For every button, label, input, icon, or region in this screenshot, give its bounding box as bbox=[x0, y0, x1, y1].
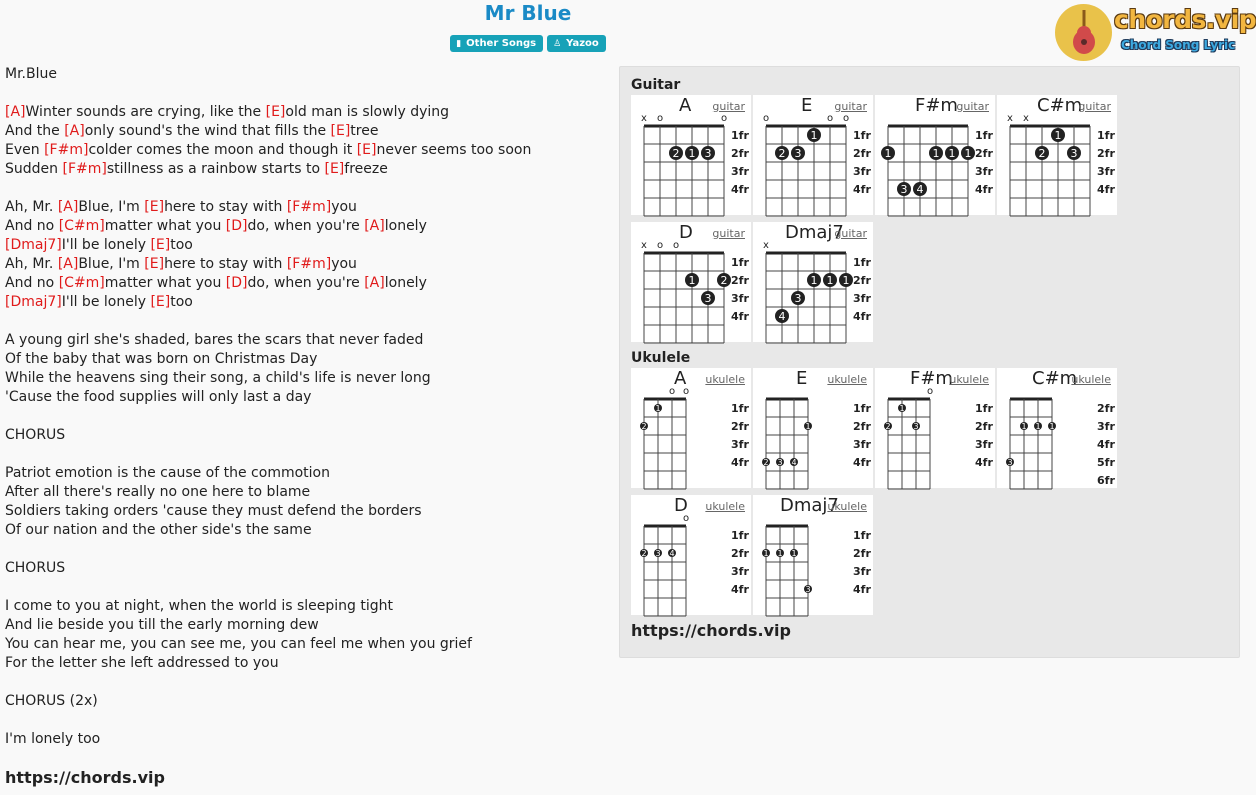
fret-label: 5fr bbox=[1097, 456, 1115, 469]
open-string-mark: o bbox=[683, 386, 690, 397]
lyric-line bbox=[5, 198, 615, 217]
fret-label: 1fr bbox=[853, 129, 871, 142]
ukulele-chord-card[interactable] bbox=[631, 368, 751, 488]
guitar-chord-card[interactable] bbox=[997, 95, 1117, 215]
logo-brand: chords.vip bbox=[1114, 5, 1256, 34]
guitar-chord-card[interactable] bbox=[753, 95, 873, 215]
fret-label: 4fr bbox=[731, 583, 749, 596]
lyric-text: Even bbox=[5, 142, 45, 158]
lyric-text: only sound's the wind that fills the bbox=[84, 123, 331, 139]
finger-number: 1 bbox=[777, 549, 783, 558]
open-string-mark: o bbox=[721, 113, 728, 124]
guitar-heading: Guitar bbox=[631, 77, 681, 93]
lyric-text: Of our nation and the other side's the same bbox=[5, 522, 312, 538]
lyric-text: Mr.Blue bbox=[5, 66, 57, 82]
lyric-line bbox=[5, 103, 615, 122]
lyric-text: too bbox=[170, 237, 193, 253]
finger-number: 2 bbox=[763, 458, 769, 467]
fret-label: 4fr bbox=[731, 456, 749, 469]
lyric-line bbox=[5, 559, 615, 578]
finger-number: 3 bbox=[655, 549, 661, 558]
chord-diagram-panel bbox=[619, 66, 1240, 658]
finger-number: 3 bbox=[1007, 458, 1013, 467]
finger-number: 1 bbox=[884, 147, 892, 160]
lyric-text: do, when you're bbox=[247, 218, 365, 234]
finger-number: 1 bbox=[826, 274, 834, 287]
chord-link[interactable]: [A] bbox=[364, 218, 385, 234]
lyric-text: I'll be lonely bbox=[61, 294, 151, 310]
lyric-text: never seems too soon bbox=[376, 142, 532, 158]
lyric-text: stillness as a rainbow starts to bbox=[106, 161, 325, 177]
category-badge[interactable] bbox=[450, 35, 543, 52]
lyric-text: Blue, I'm bbox=[78, 199, 145, 215]
chord-link[interactable]: [E] bbox=[356, 142, 377, 158]
fret-label: 3fr bbox=[975, 165, 993, 178]
lyric-text: Ah, Mr. bbox=[5, 199, 58, 215]
finger-number: 4 bbox=[791, 458, 797, 467]
finger-number: 4 bbox=[778, 310, 786, 323]
ukulele-fretboard bbox=[631, 495, 751, 615]
guitar-type-link[interactable]: guitar bbox=[834, 227, 867, 240]
fret-label: 4fr bbox=[975, 456, 993, 469]
chord-name: E bbox=[801, 95, 813, 116]
finger-number: 3 bbox=[794, 147, 802, 160]
lyric-text: CHORUS bbox=[5, 560, 66, 576]
fret-label: 4fr bbox=[1097, 438, 1115, 451]
footer-site-link[interactable]: https://chords.vip bbox=[5, 768, 165, 787]
chord-link[interactable]: [A] bbox=[5, 104, 26, 120]
lyric-text: do, when you're bbox=[247, 275, 365, 291]
lyric-line bbox=[5, 521, 615, 540]
lyric-line bbox=[5, 483, 615, 502]
finger-number: 3 bbox=[900, 183, 908, 196]
fret-label: 2fr bbox=[975, 147, 993, 160]
book-icon: ▮ bbox=[456, 38, 462, 49]
muted-string-mark: x bbox=[763, 240, 769, 251]
lyric-line bbox=[5, 274, 615, 293]
lyric-text: And lie beside you till the early morning dew bbox=[5, 617, 319, 633]
chord-link[interactable]: [F#m] bbox=[286, 199, 332, 215]
ukulele-type-link[interactable]: ukulele bbox=[1071, 373, 1111, 386]
finger-number: 3 bbox=[805, 585, 811, 594]
lyric-text: Sudden bbox=[5, 161, 63, 177]
lyric-line bbox=[5, 597, 615, 616]
ukulele-type-link[interactable]: ukulele bbox=[705, 500, 745, 513]
lyric-text: Ah, Mr. bbox=[5, 256, 58, 272]
lyric-text: Of the baby that was born on Christmas Day bbox=[5, 351, 318, 367]
lyrics-block bbox=[5, 65, 615, 787]
lyric-text: You can hear me, you can see me, you can feel me when you grief bbox=[5, 636, 472, 652]
lyric-blank-line bbox=[5, 407, 615, 426]
chord-name: D bbox=[674, 495, 688, 516]
lyric-text: matter what you bbox=[104, 275, 226, 291]
open-string-mark: o bbox=[673, 240, 680, 251]
chord-link[interactable]: [A] bbox=[57, 199, 79, 215]
lyric-line bbox=[5, 635, 615, 654]
lyric-line bbox=[5, 65, 615, 84]
guitar-chord-card[interactable] bbox=[631, 222, 751, 342]
guitar-logo-icon bbox=[1055, 4, 1112, 61]
finger-number: 2 bbox=[641, 422, 647, 431]
lyric-line bbox=[5, 369, 615, 388]
fret-label: 2fr bbox=[975, 420, 993, 433]
lyric-text: I'm lonely too bbox=[5, 731, 101, 747]
open-string-mark: o bbox=[683, 513, 690, 524]
lyric-line bbox=[5, 122, 615, 141]
open-string-mark: o bbox=[827, 113, 834, 124]
open-string-mark: o bbox=[669, 386, 676, 397]
chord-name: F#m bbox=[915, 95, 958, 116]
lyric-text: too bbox=[170, 294, 193, 310]
lyric-text: After all there's really no one here to blame bbox=[5, 484, 311, 500]
open-string-mark: o bbox=[657, 113, 664, 124]
finger-number: 1 bbox=[842, 274, 850, 287]
fret-label: 2fr bbox=[731, 147, 749, 160]
lyric-text: lonely bbox=[384, 218, 427, 234]
lyric-text: old man is slowly dying bbox=[285, 104, 450, 120]
finger-number: 1 bbox=[1035, 422, 1041, 431]
lyric-line bbox=[5, 692, 615, 711]
fret-label: 3fr bbox=[731, 292, 749, 305]
finger-number: 1 bbox=[964, 147, 972, 160]
finger-number: 3 bbox=[704, 292, 712, 305]
chord-link[interactable]: [E] bbox=[144, 256, 165, 272]
chord-link[interactable]: [A] bbox=[64, 123, 85, 139]
lyric-blank-line bbox=[5, 84, 615, 103]
chord-link[interactable]: [D] bbox=[225, 218, 248, 234]
finger-number: 3 bbox=[777, 458, 783, 467]
lyric-line bbox=[5, 293, 615, 312]
fret-label: 4fr bbox=[853, 310, 871, 323]
chord-name: C#m bbox=[1032, 368, 1078, 389]
lyric-text: Blue, I'm bbox=[78, 256, 145, 272]
chord-link[interactable]: [A] bbox=[57, 256, 79, 272]
lyric-text: A young girl she's shaded, bares the scars that never faded bbox=[5, 332, 424, 348]
ukulele-chord-card[interactable] bbox=[997, 368, 1117, 488]
finger-number: 1 bbox=[1049, 422, 1055, 431]
lyric-text: And no bbox=[5, 275, 59, 291]
ukulele-fretboard bbox=[631, 368, 751, 488]
lyric-text: Winter sounds are crying, like the bbox=[25, 104, 266, 120]
lyric-line bbox=[5, 141, 615, 160]
lyric-line bbox=[5, 331, 615, 350]
chord-link[interactable]: [C#m] bbox=[58, 218, 105, 234]
lyric-blank-line bbox=[5, 179, 615, 198]
muted-string-mark: x bbox=[641, 240, 647, 251]
finger-number: 1 bbox=[763, 549, 769, 558]
lyric-line bbox=[5, 236, 615, 255]
open-string-mark: o bbox=[843, 113, 850, 124]
fret-label: 3fr bbox=[731, 565, 749, 578]
fret-label: 1fr bbox=[975, 402, 993, 415]
ukulele-heading: Ukulele bbox=[631, 350, 691, 366]
chord-link[interactable]: [E] bbox=[150, 237, 171, 253]
finger-number: 1 bbox=[805, 422, 811, 431]
fret-label: 2fr bbox=[1097, 402, 1115, 415]
chord-link[interactable]: [F#m] bbox=[44, 142, 89, 158]
fret-label: 3fr bbox=[853, 565, 871, 578]
finger-number: 3 bbox=[704, 147, 712, 160]
fret-label: 3fr bbox=[731, 165, 749, 178]
lyric-text: And the bbox=[5, 123, 65, 139]
chord-link[interactable]: [E] bbox=[150, 294, 171, 310]
fret-label: 2fr bbox=[853, 420, 871, 433]
fret-label: 1fr bbox=[853, 402, 871, 415]
fret-label: 3fr bbox=[1097, 165, 1115, 178]
fret-label: 1fr bbox=[731, 129, 749, 142]
chord-link[interactable]: [E] bbox=[324, 161, 345, 177]
fret-label: 4fr bbox=[731, 310, 749, 323]
finger-number: 2 bbox=[778, 147, 786, 160]
open-string-mark: o bbox=[927, 386, 934, 397]
lyric-blank-line bbox=[5, 578, 615, 597]
guitar-type-link[interactable]: guitar bbox=[712, 100, 745, 113]
lyric-line bbox=[5, 464, 615, 483]
guitar-type-link[interactable]: guitar bbox=[956, 100, 989, 113]
lyric-blank-line bbox=[5, 540, 615, 559]
fret-label: 4fr bbox=[975, 183, 993, 196]
lyric-blank-line bbox=[5, 673, 615, 692]
lyric-text: you bbox=[331, 199, 357, 215]
finger-number: 1 bbox=[810, 274, 818, 287]
fret-label: 1fr bbox=[975, 129, 993, 142]
lyric-line bbox=[5, 502, 615, 521]
finger-number: 4 bbox=[916, 183, 924, 196]
ukulele-type-link[interactable]: ukulele bbox=[827, 373, 867, 386]
guitar-chord-card[interactable] bbox=[753, 222, 873, 342]
guitar-type-link[interactable]: guitar bbox=[1078, 100, 1111, 113]
chord-link[interactable]: [E] bbox=[144, 199, 165, 215]
open-string-mark: o bbox=[763, 113, 770, 124]
finger-number: 2 bbox=[720, 274, 728, 287]
fret-label: 1fr bbox=[731, 402, 749, 415]
fret-label: 3fr bbox=[853, 438, 871, 451]
finger-number: 3 bbox=[913, 422, 919, 431]
guitar-type-link[interactable]: guitar bbox=[712, 227, 745, 240]
lyric-line bbox=[5, 654, 615, 673]
fret-label: 3fr bbox=[975, 438, 993, 451]
chord-name: Dmaj7 bbox=[780, 495, 839, 516]
fret-label: 1fr bbox=[1097, 129, 1115, 142]
chord-name: E bbox=[796, 368, 808, 389]
finger-number: 1 bbox=[948, 147, 956, 160]
fret-label: 3fr bbox=[853, 292, 871, 305]
lyric-text: I'll be lonely bbox=[61, 237, 151, 253]
fret-label: 3fr bbox=[1097, 420, 1115, 433]
chord-name: A bbox=[674, 368, 687, 389]
user-icon: ♙ bbox=[553, 38, 562, 49]
badge-row bbox=[0, 35, 1056, 52]
fret-label: 4fr bbox=[1097, 183, 1115, 196]
chord-link[interactable]: [D] bbox=[225, 275, 248, 291]
finger-number: 2 bbox=[672, 147, 680, 160]
lyric-text: 'Cause the food supplies will only last a day bbox=[5, 389, 312, 405]
fret-label: 1fr bbox=[731, 529, 749, 542]
finger-number: 2 bbox=[885, 422, 891, 431]
lyric-text: And no bbox=[5, 218, 59, 234]
panel-site-link[interactable]: https://chords.vip bbox=[631, 621, 791, 640]
guitar-chord-card[interactable] bbox=[875, 95, 995, 215]
chord-name: Dmaj7 bbox=[785, 222, 844, 243]
chord-link[interactable]: [E] bbox=[330, 123, 351, 139]
lyric-line bbox=[5, 616, 615, 635]
lyric-blank-line bbox=[5, 312, 615, 331]
lyric-text: I come to you at night, when the world is sleeping tight bbox=[5, 598, 393, 614]
lyric-text: Patriot emotion is the cause of the commotion bbox=[5, 465, 330, 481]
finger-number: 2 bbox=[641, 549, 647, 558]
artist-badge-label: Yazoo bbox=[566, 38, 599, 49]
ukulele-chord-card[interactable] bbox=[875, 368, 995, 488]
chord-name: D bbox=[679, 222, 693, 243]
finger-number: 1 bbox=[688, 147, 696, 160]
lyric-text: matter what you bbox=[104, 218, 226, 234]
guitar-chord-card[interactable] bbox=[631, 95, 751, 215]
fret-label: 2fr bbox=[853, 274, 871, 287]
fret-label: 2fr bbox=[853, 147, 871, 160]
fret-label: 6fr bbox=[1097, 474, 1115, 487]
open-string-mark: o bbox=[657, 240, 664, 251]
lyric-blank-line bbox=[5, 711, 615, 730]
page-title: Mr Blue bbox=[484, 1, 572, 25]
finger-number: 4 bbox=[669, 549, 675, 558]
finger-number: 1 bbox=[810, 129, 818, 142]
finger-number: 2 bbox=[1038, 147, 1046, 160]
lyric-text: CHORUS bbox=[5, 427, 66, 443]
fret-label: 4fr bbox=[853, 583, 871, 596]
lyric-text: you bbox=[331, 256, 357, 272]
chord-name: F#m bbox=[910, 368, 953, 389]
ukulele-chord-card[interactable] bbox=[753, 495, 873, 615]
lyric-text: For the letter she left addressed to you bbox=[5, 655, 279, 671]
muted-string-mark: x bbox=[1023, 113, 1029, 124]
chord-link[interactable]: [F#m] bbox=[286, 256, 332, 272]
lyric-text: here to stay with bbox=[164, 199, 287, 215]
finger-number: 1 bbox=[688, 274, 696, 287]
chord-link[interactable]: [F#m] bbox=[62, 161, 107, 177]
chord-name: A bbox=[679, 95, 692, 116]
lyric-text: Soldiers taking orders 'cause they must defend the borders bbox=[5, 503, 422, 519]
artist-badge[interactable] bbox=[547, 35, 606, 52]
lyric-text: here to stay with bbox=[164, 256, 287, 272]
finger-number: 1 bbox=[899, 404, 905, 413]
fret-label: 2fr bbox=[731, 274, 749, 287]
ukulele-type-link[interactable]: ukulele bbox=[705, 373, 745, 386]
fret-label: 2fr bbox=[731, 547, 749, 560]
guitar-fretboard bbox=[753, 95, 873, 215]
fret-label: 4fr bbox=[853, 183, 871, 196]
lyric-line bbox=[5, 730, 615, 749]
finger-number: 3 bbox=[794, 292, 802, 305]
lyric-line bbox=[5, 388, 615, 407]
muted-string-mark: x bbox=[1007, 113, 1013, 124]
fret-label: 2fr bbox=[731, 420, 749, 433]
lyric-text: While the heavens sing their song, a child's life is never long bbox=[5, 370, 431, 386]
finger-number: 1 bbox=[655, 404, 661, 413]
ukulele-fretboard bbox=[753, 368, 873, 488]
lyric-blank-line bbox=[5, 445, 615, 464]
lyric-line bbox=[5, 160, 615, 179]
category-badge-label: Other Songs bbox=[466, 38, 537, 49]
lyric-line bbox=[5, 217, 615, 236]
chord-link[interactable]: [A] bbox=[364, 275, 385, 291]
lyric-line bbox=[5, 255, 615, 274]
finger-number: 1 bbox=[1054, 129, 1062, 142]
fret-label: 2fr bbox=[853, 547, 871, 560]
fret-label: 2fr bbox=[1097, 147, 1115, 160]
lyric-text: CHORUS (2x) bbox=[5, 693, 98, 709]
fret-label: 1fr bbox=[853, 256, 871, 269]
chord-link[interactable]: [C#m] bbox=[58, 275, 105, 291]
lyric-text: lonely bbox=[384, 275, 427, 291]
fret-label: 1fr bbox=[853, 529, 871, 542]
lyric-line bbox=[5, 350, 615, 369]
muted-string-mark: x bbox=[641, 113, 647, 124]
ukulele-chord-card[interactable] bbox=[631, 495, 751, 615]
guitar-type-link[interactable]: guitar bbox=[834, 100, 867, 113]
ukulele-type-link[interactable]: ukulele bbox=[827, 500, 867, 513]
site-logo[interactable] bbox=[1054, 2, 1256, 62]
fret-label: 3fr bbox=[853, 165, 871, 178]
fret-label: 4fr bbox=[853, 456, 871, 469]
fret-label: 3fr bbox=[731, 438, 749, 451]
chord-name: C#m bbox=[1037, 95, 1083, 116]
chord-link[interactable]: [E] bbox=[265, 104, 286, 120]
lyric-text: tree bbox=[350, 123, 379, 139]
lyric-text: freeze bbox=[344, 161, 388, 177]
ukulele-chord-card[interactable] bbox=[753, 368, 873, 488]
chord-link[interactable]: [Dmaj7] bbox=[5, 294, 62, 310]
finger-number: 3 bbox=[1070, 147, 1078, 160]
finger-number: 1 bbox=[1021, 422, 1027, 431]
lyric-line bbox=[5, 426, 615, 445]
lyric-text: colder comes the moon and though it bbox=[88, 142, 357, 158]
finger-number: 1 bbox=[791, 549, 797, 558]
logo-tagline: Chord Song Lyric bbox=[1121, 38, 1236, 52]
ukulele-type-link[interactable]: ukulele bbox=[949, 373, 989, 386]
fret-label: 4fr bbox=[731, 183, 749, 196]
fret-label: 1fr bbox=[731, 256, 749, 269]
chord-link[interactable]: [Dmaj7] bbox=[5, 237, 62, 253]
finger-number: 1 bbox=[932, 147, 940, 160]
